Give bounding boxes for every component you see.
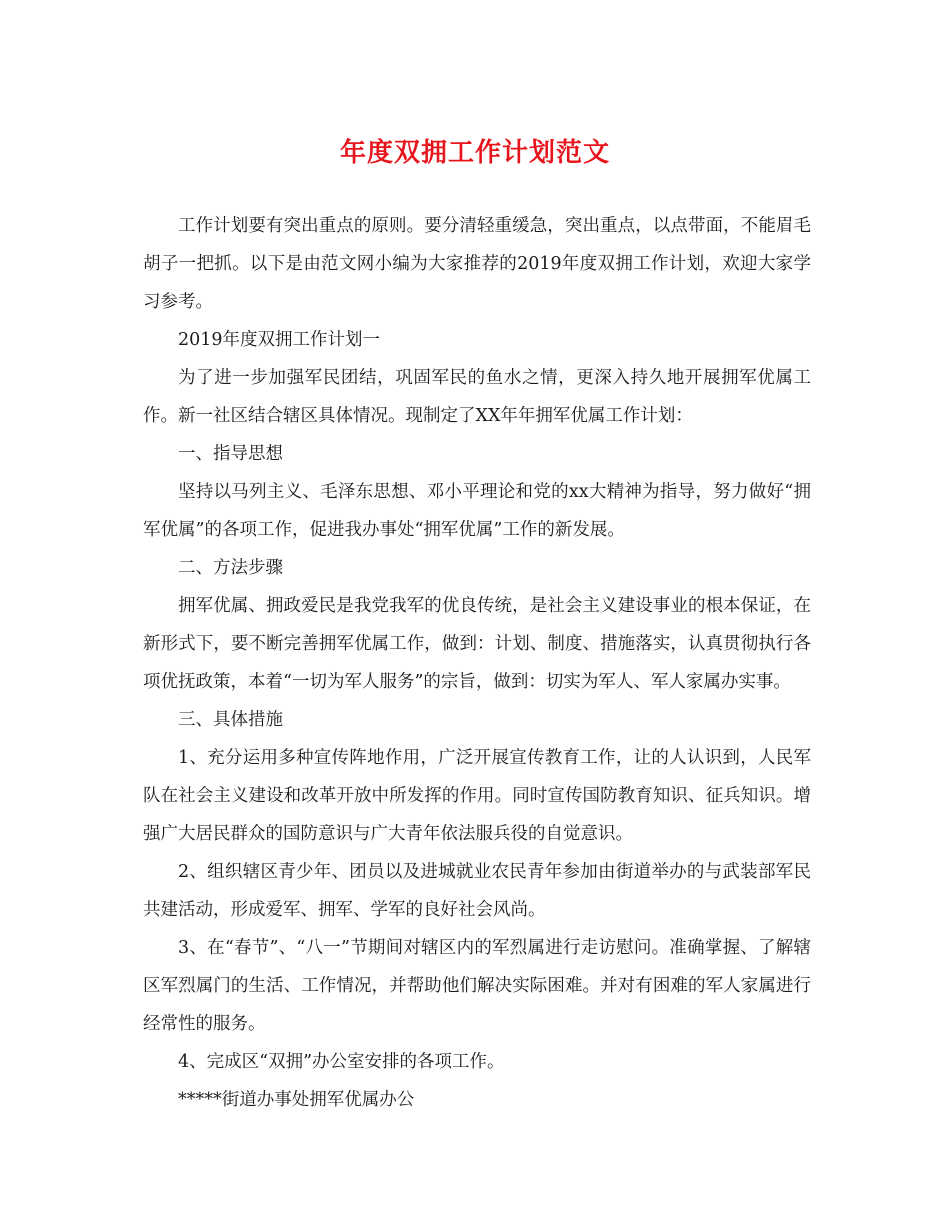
plan-heading: 2019年度双拥工作计划一 xyxy=(178,330,381,350)
section-heading-methods: 二、方法步骤 xyxy=(178,558,283,578)
methods-paragraph: 拥军优属、拥政爱民是我党我军的优良传统，是社会主义建设事业的根本保证，在新形式下，要不断完善拥军优属工作，做到：计划、制度、措施落实，认真贯彻执行各项优抚政策，本着“一切为军人服务”的宗旨，做到：切实为军人、军人家属办实事。 xyxy=(143,596,811,692)
measure-item-4: 4、完成区“双拥”办公室安排的各项工作。 xyxy=(178,1052,505,1072)
document-title: 年度双拥工作计划范文 xyxy=(339,138,610,168)
intro-paragraph: 工作计划要有突出重点的原则。要分清轻重缓急，突出重点，以点带面，不能眉毛胡子一把抓。以下是由范文网小编为大家推荐的2019年度双拥工作计划，欢迎大家学习参考。 xyxy=(143,216,811,312)
measure-item-2: 2、组织辖区青少年、团员以及进城就业农民青年参加由街道举办的与武装部军民共建活动，形成爱军、拥军、学军的良好社会风尚。 xyxy=(143,862,811,920)
purpose-paragraph: 为了进一步加强军民团结，巩固军民的鱼水之情，更深入持久地开展拥军优属工作。新一社区结合辖区具体情况。现制定了XX年年拥军优属工作计划： xyxy=(143,368,811,426)
guiding-ideology-paragraph: 坚持以马列主义、毛泽东思想、邓小平理论和党的xx大精神为指导，努力做好“拥军优属”的各项工作，促进我办事处“拥军优属”工作的新发展。 xyxy=(143,482,811,540)
section-heading-measures: 三、具体措施 xyxy=(178,710,283,730)
signature-line: *****街道办事处拥军优属办公 xyxy=(178,1090,415,1110)
document-body xyxy=(143,207,811,1119)
section-heading-guiding-ideology: 一、指导思想 xyxy=(178,444,283,464)
measure-item-1: 1、充分运用多种宣传阵地作用，广泛开展宣传教育工作，让的人认识到，人民军队在社会主义建设和改革开放中所发挥的作用。同时宣传国防教育知识、征兵知识。增强广大居民群众的国防意识与广大青年依法服兵役的自觉意识。 xyxy=(143,748,811,844)
measure-item-3: 3、在“春节”、“八一”节期间对辖区内的军烈属进行走访慰问。准确掌握、了解辖区军烈属门的生活、工作情况，并帮助他们解决实际困难。并对有困难的军人家属进行经常性的服务。 xyxy=(143,938,811,1034)
